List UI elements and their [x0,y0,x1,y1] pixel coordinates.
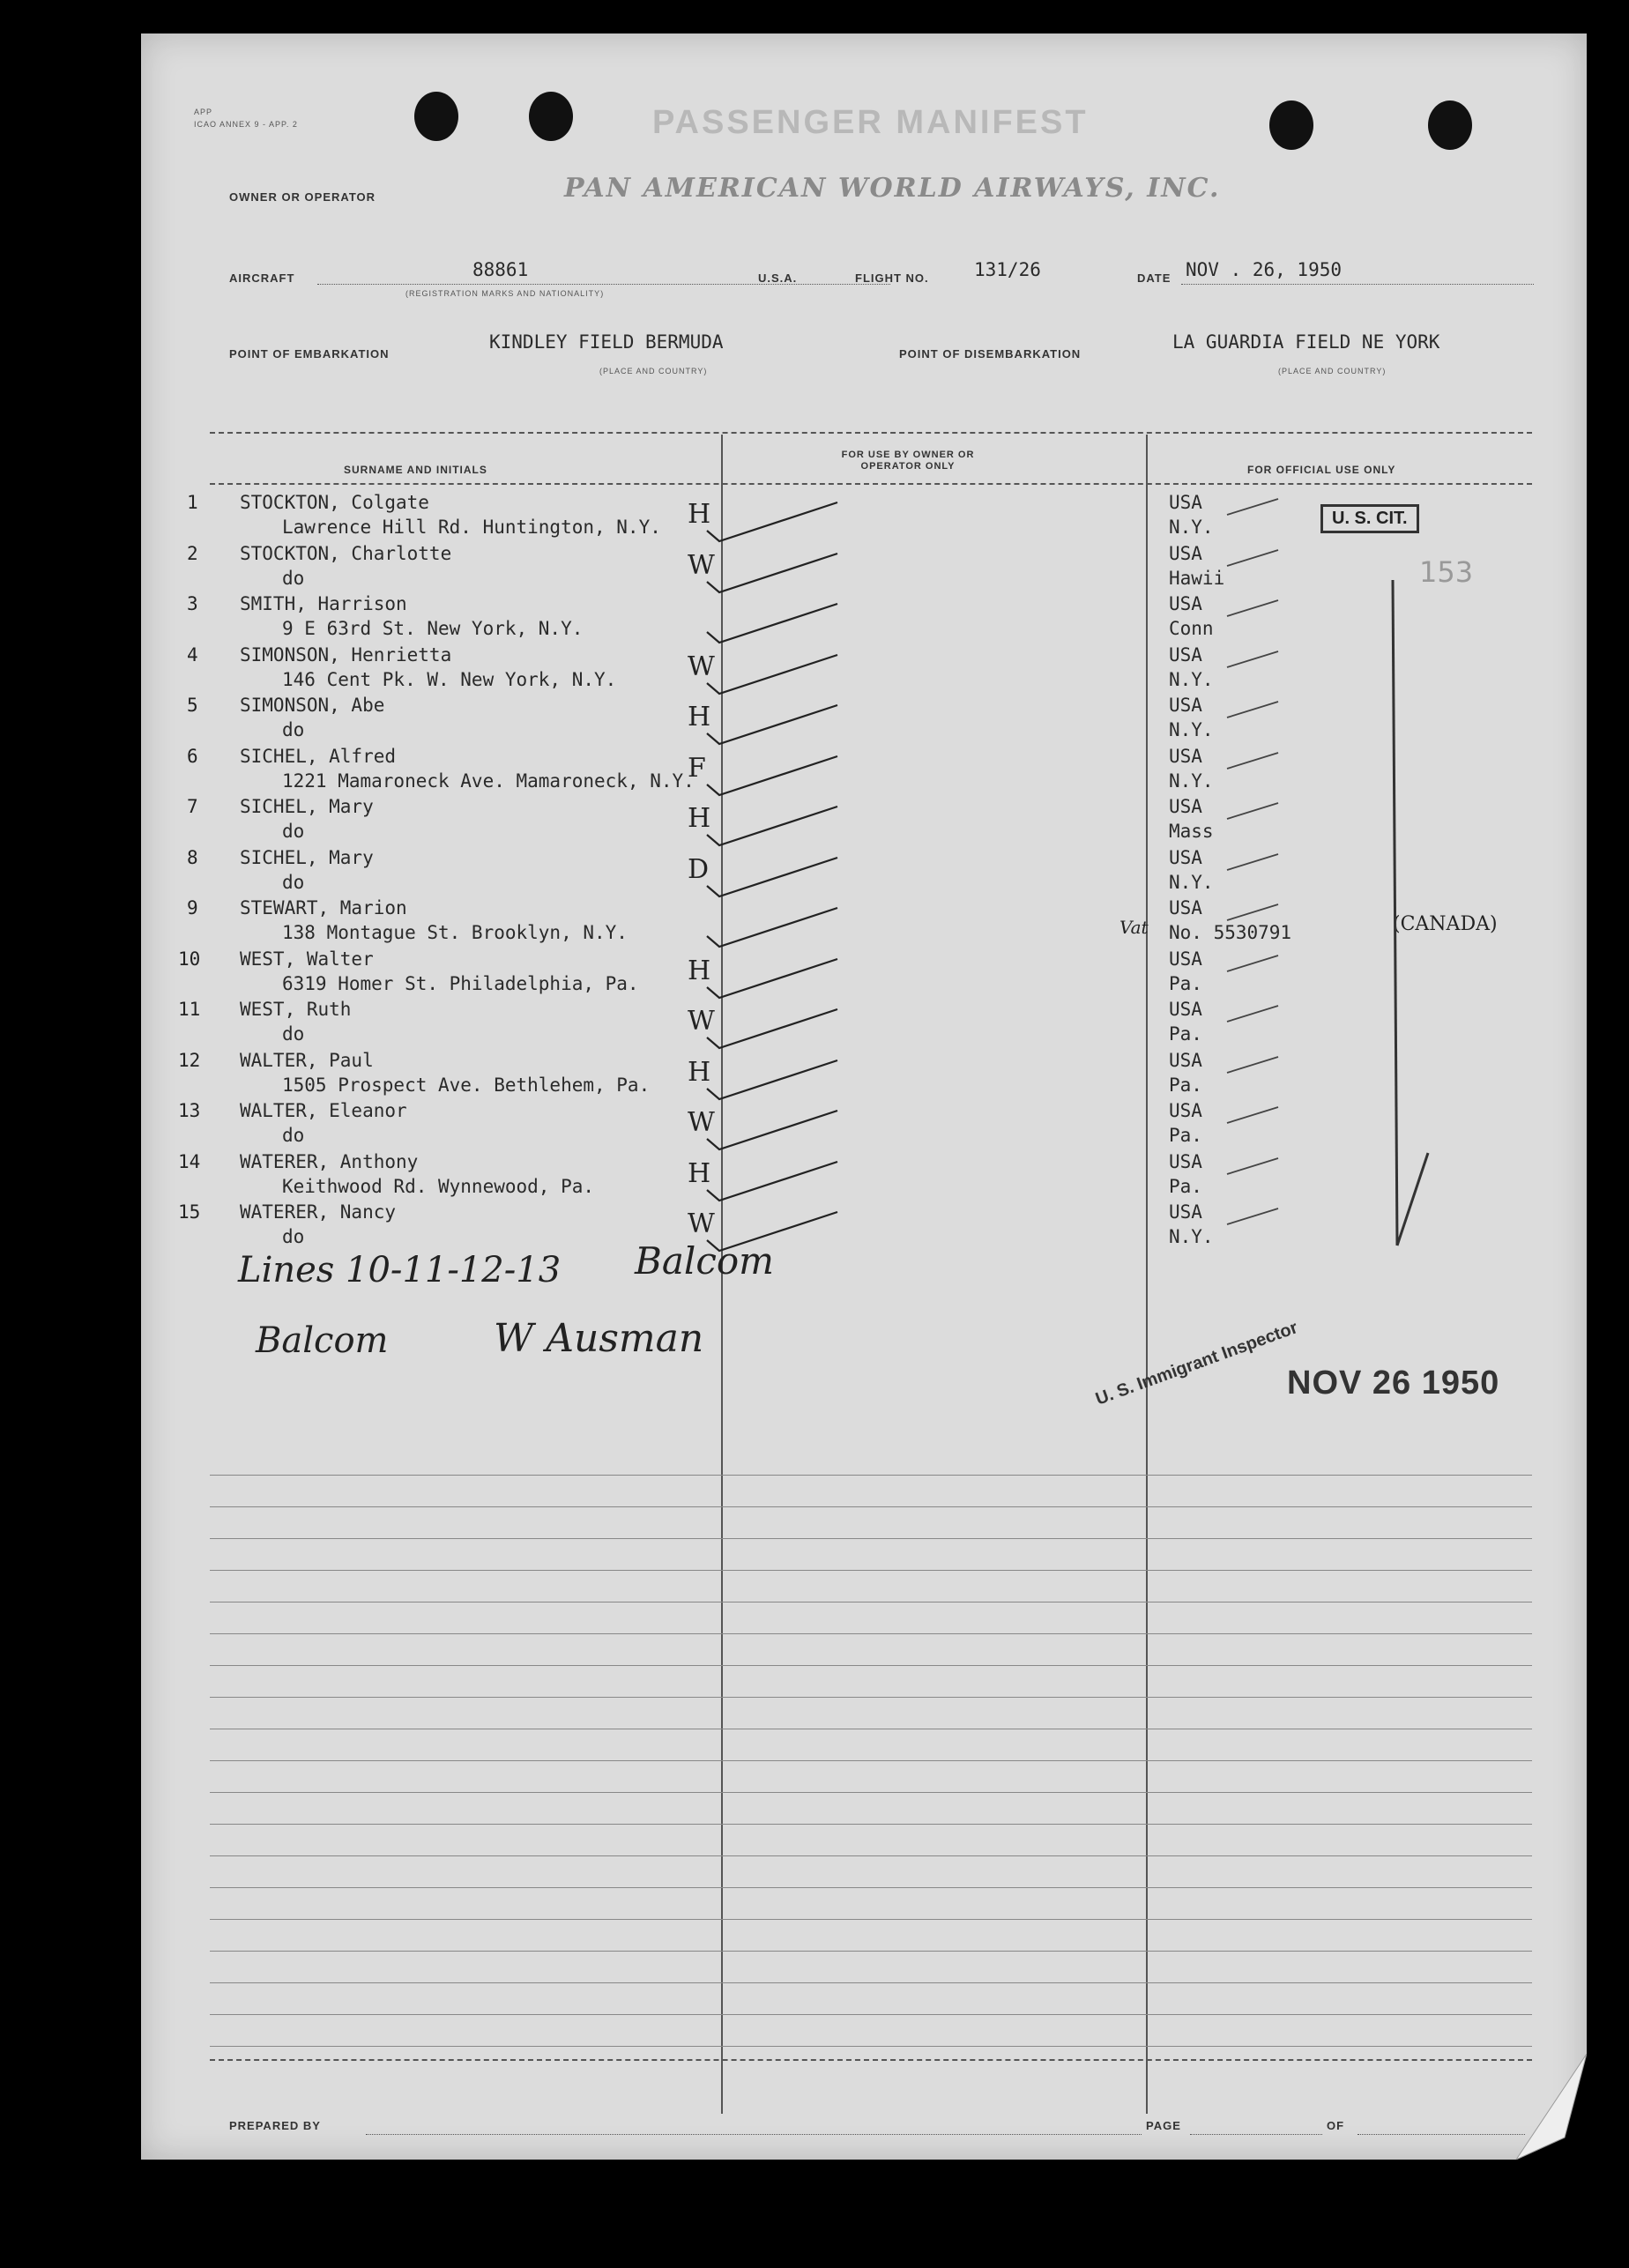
row-number: 12 [178,1049,201,1071]
official-tick [1225,1205,1296,1231]
passenger-address: do [282,871,305,893]
official-tick [1225,799,1296,826]
punch-hole [1428,100,1472,150]
hand-line-2: Balcom [256,1320,389,1361]
official-tick [1225,851,1296,877]
embark-label: POINT OF EMBARKATION [229,347,390,361]
check-mark-letter: W [688,651,715,682]
ruled-line [210,1855,1532,1856]
state-value: Pa. [1169,1023,1202,1045]
visa-note: Vat [1119,917,1149,938]
tick-mark [705,1002,899,1055]
state-value: N.Y. [1169,770,1214,792]
ruled-line [210,1951,1532,1952]
ruled-line [210,1665,1532,1666]
passenger-name: WALTER, Eleanor [240,1100,407,1121]
official-tick [1225,495,1296,522]
tick-mark [705,698,899,751]
official-tick [1225,1053,1296,1080]
row-number: 10 [178,948,201,970]
row-number: 8 [187,846,198,868]
passenger-name: SICHEL, Mary [240,846,374,868]
check-mark-letter: W [688,1208,715,1239]
punch-hole [1269,100,1313,150]
check-mark-letter: H [688,1056,711,1088]
passenger-name: SICHEL, Alfred [240,745,397,767]
check-mark-letter: W [688,1006,715,1037]
state-value: N.Y. [1169,668,1214,690]
tick-mark [705,597,899,650]
passenger-address: do [282,719,305,740]
ruled-line [210,1506,1532,1507]
owner-value: PAN AMERICAN WORLD AIRWAYS, INC. [564,173,1221,204]
tick-mark [705,547,899,599]
check-mark-letter: H [688,1157,711,1189]
row-number: 2 [187,542,198,564]
date-value: NOV . 26, 1950 [1186,259,1343,280]
corner-ref-line: ICAO ANNEX 9 - APP. 2 [194,120,298,129]
state-value: Pa. [1169,1125,1202,1146]
state-value: Pa. [1169,972,1202,994]
ruled-line [210,1538,1532,1539]
hand-signature-1: Balcom [635,1239,774,1283]
passenger-address: do [282,821,305,842]
nationality-value: USA [1169,542,1202,564]
nationality-value: USA [1169,897,1202,918]
owner-label: OWNER OR OPERATOR [229,190,376,204]
passenger-name: SIMONSON, Abe [240,695,385,716]
ruled-line [210,1475,1532,1476]
official-tick [1225,597,1296,623]
header-rule [210,432,1532,436]
official-tick [1225,547,1296,573]
col-official-header: FOR OFFICIAL USE ONLY [1247,464,1396,476]
embark-value: KINDLEY FIELD BERMUDA [489,331,724,353]
state-value: N.Y. [1169,871,1214,893]
state-value: Mass [1169,821,1214,842]
nationality-value: USA [1169,846,1202,868]
passenger-name: WATERER, Nancy [240,1201,397,1223]
passenger-address: 1505 Prospect Ave. Bethlehem, Pa. [282,1074,651,1096]
nationality-value: USA [1169,1049,1202,1071]
ruled-line [210,1633,1532,1634]
ruled-line [210,1760,1532,1761]
passenger-name: WALTER, Paul [240,1049,374,1071]
check-mark-letter: W [688,549,715,581]
ruled-line [210,1887,1532,1888]
aircraft-label: AIRCRAFT [229,271,295,285]
ruled-line [210,2014,1532,2015]
tick-mark [705,851,899,903]
prepared-by-label: PREPARED BY [229,2119,321,2132]
ruled-line [210,1570,1532,1571]
tick-mark [705,901,899,954]
ruled-line [210,1919,1532,1920]
ruled-line [210,2046,1532,2047]
row-number: 7 [187,796,198,817]
row-number: 13 [178,1100,201,1121]
of-label: OF [1327,2119,1345,2132]
form-title: PASSENGER MANIFEST [652,104,1089,141]
col-owner-header: FOR USE BY OWNER OR OPERATOR ONLY [841,450,975,472]
tick-mark [705,1053,899,1106]
row-number: 4 [187,643,198,666]
row-number: 6 [187,745,198,767]
nationality-value: USA [1169,948,1202,970]
passenger-address: 1221 Mamaroneck Ave. Mamaroneck, N.Y. [282,770,695,792]
tick-mark [705,749,899,802]
ruled-line [210,1792,1532,1793]
nationality-value: USA [1169,796,1202,817]
tick-mark [705,952,899,1005]
passenger-name: STOCKTON, Colgate [240,492,429,513]
disembark-value: LA GUARDIA FIELD NE YORK [1172,331,1440,353]
nationality-value: USA [1169,492,1202,513]
official-tick [1225,1155,1296,1181]
ruled-line [210,1697,1532,1698]
passenger-address: do [282,567,305,589]
check-mark-letter: F [688,752,706,784]
aircraft-value: 88861 [472,259,529,280]
punch-hole [414,92,458,141]
corner-ref-line: APP [194,108,213,116]
row-number: 14 [178,1150,201,1172]
tick-mark [705,495,899,548]
flight-value: 131/26 [974,259,1041,280]
flight-label: FLIGHT NO. [855,271,929,285]
passenger-address: 6319 Homer St. Philadelphia, Pa. [282,972,639,994]
disembark-label: POINT OF DISEMBARKATION [899,347,1082,361]
nationality-value: USA [1169,1201,1202,1223]
canada-note: (CANADA) [1393,913,1498,935]
column-divider [1146,435,1148,2114]
state-value: Pa. [1169,1175,1202,1197]
state-value: No. 5530791 [1169,922,1292,943]
passenger-address: Keithwood Rd. Wynnewood, Pa. [282,1175,595,1197]
disembark-sub: (PLACE AND COUNTRY) [1278,367,1387,376]
passenger-name: WEST, Walter [240,948,374,970]
punch-hole [529,92,573,141]
passenger-name: WEST, Ruth [240,999,352,1020]
nationality: U.S.A. [758,271,798,285]
state-value: N.Y. [1169,1226,1214,1247]
official-tick [1225,1104,1296,1130]
check-mark-letter: W [688,1107,715,1138]
page-label: PAGE [1146,2119,1181,2132]
check-mark-letter: H [688,803,711,834]
nationality-value: USA [1169,1100,1202,1121]
official-tick [1225,648,1296,674]
state-value: Hawii [1169,567,1225,589]
inspector-stamp: U. S. Immigrant Inspector [1093,1318,1301,1409]
date-label: DATE [1137,271,1172,285]
aircraft-sub: (REGISTRATION MARKS AND NATIONALITY) [405,289,605,298]
row-number: 11 [178,999,201,1020]
nationality-value: USA [1169,695,1202,716]
passenger-name: SIMONSON, Henrietta [240,643,452,666]
row-number: 5 [187,695,198,716]
passenger-address: Lawrence Hill Rd. Huntington, N.Y. [282,517,661,538]
official-tick [1225,901,1296,927]
hand-line-1: Lines 10-11-12-13 [238,1250,562,1290]
row-number: 9 [187,897,198,918]
passenger-name: STEWART, Marion [240,897,407,918]
passenger-address: do [282,1023,305,1045]
passenger-address: 138 Montague St. Brooklyn, N.Y. [282,922,628,943]
page-curl [1481,2054,1587,2160]
ruled-line [210,1982,1532,1983]
passenger-name: WATERER, Anthony [240,1150,419,1172]
check-mark-letter: H [688,702,711,732]
row-number: 1 [187,492,198,513]
official-tick [1225,952,1296,978]
state-value: N.Y. [1169,517,1214,538]
nationality-value: USA [1169,593,1202,614]
nationality-value: USA [1169,999,1202,1020]
passenger-name: STOCKTON, Charlotte [240,542,452,564]
check-mark-letter: H [688,499,711,530]
passenger-count: 153 [1419,555,1474,589]
passenger-address: 146 Cent Pk. W. New York, N.Y. [282,668,617,690]
passenger-address: do [282,1125,305,1146]
official-tick [1225,698,1296,725]
row-number: 3 [187,593,198,614]
passenger-name: SMITH, Harrison [240,593,407,614]
state-value: Pa. [1169,1074,1202,1096]
tick-mark [705,648,899,701]
state-value: N.Y. [1169,719,1214,740]
check-mark-letter: H [688,955,711,986]
tick-mark [705,1155,899,1208]
manifest-sheet [141,33,1587,2160]
row-number: 15 [178,1201,201,1223]
header-rule [210,483,1532,487]
hand-signature-2: W Ausman [494,1316,704,1361]
passenger-name: SICHEL, Mary [240,796,374,817]
passenger-address: do [282,1226,305,1247]
tick-mark [705,799,899,852]
stamp-date: NOV 26 1950 [1287,1365,1500,1402]
footer-rule [210,2059,1532,2064]
col-surname-header: SURNAME AND INITIALS [344,464,487,476]
state-value: Conn [1169,618,1214,639]
check-mark-letter: D [688,853,710,885]
passenger-address: 9 E 63rd St. New York, N.Y. [282,618,584,639]
nationality-value: USA [1169,643,1202,666]
us-cit-stamp: U. S. CIT. [1320,504,1419,533]
tick-mark [705,1104,899,1156]
official-tick [1225,749,1296,776]
embark-sub: (PLACE AND COUNTRY) [599,367,708,376]
nationality-value: USA [1169,745,1202,767]
ruled-line [210,1824,1532,1825]
official-tick [1225,1002,1296,1029]
nationality-value: USA [1169,1150,1202,1172]
